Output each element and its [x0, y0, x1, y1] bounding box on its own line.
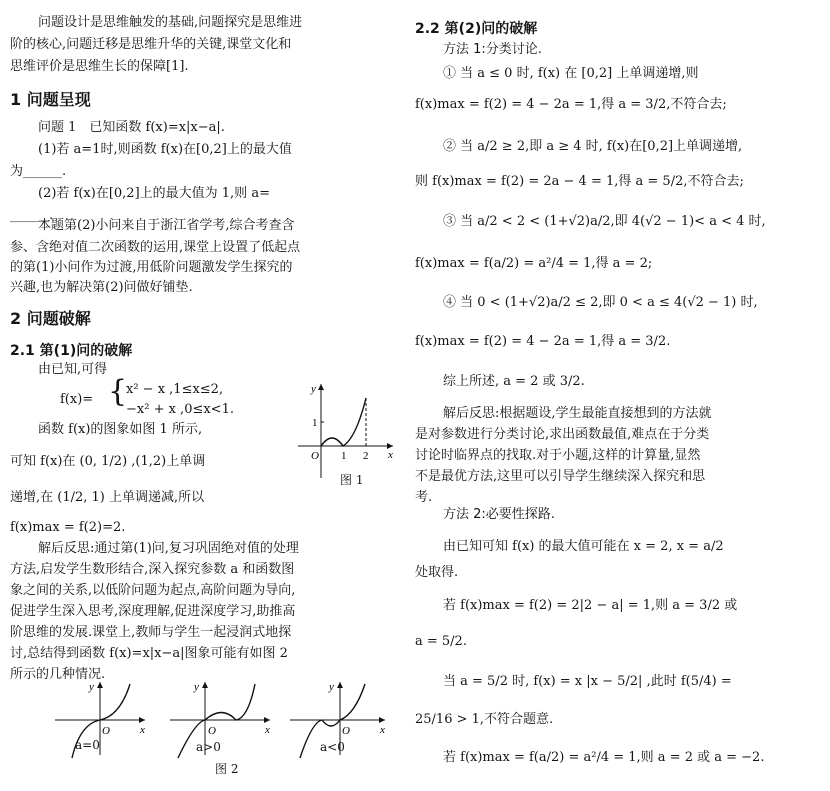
m1-case-3: ③ 当 a/2 < 2 < (1+√2)a/2,即 4(√2 − 1)< a < 4 时,: [443, 214, 766, 229]
fig1-y-arrow: [318, 384, 324, 390]
m1-summary: 综上所述, a = 2 或 3/2.: [443, 374, 585, 389]
m2-line-1: 由已知可知 f(x) 的最大值可能在 x = 2, x = a/2: [443, 539, 724, 554]
reflection2-line-5: 考.: [415, 490, 433, 505]
fig1-x-label: x: [388, 449, 393, 461]
fig2-panel-a0: [55, 681, 145, 758]
method-1-title: 方法 1:分类讨论.: [443, 42, 542, 57]
svg-text:O: O: [102, 725, 110, 737]
m2-line-6: 25/16 > 1,不符合题意.: [415, 712, 554, 727]
fig1-curve: [321, 398, 366, 446]
m2-line-5: 当 a = 5/2 时, f(x) = x |x − 5/2| ,此时 f(5/4) =: [443, 674, 732, 689]
m1-case-1: ① 当 a ≤ 0 时, f(x) 在 [0,2] 上单调递增,则: [443, 66, 699, 81]
reflection-line-4: 促进学生深入思考,深度理解,促进深度学习,助推高: [10, 604, 296, 619]
problem-1-part-1-blank: 为______.: [10, 164, 67, 179]
m1-case-3-result: f(x)max = f(a/2) = a²/4 = 1,得 a = 2;: [415, 256, 653, 271]
m2-line-3: 若 f(x)max = f(2) = 2|2 − a| = 1,则 a = 3/2 或: [443, 598, 738, 613]
piecewise-case-1: x² − x ,1≤x≤2,: [126, 382, 224, 397]
fig1-origin: O: [311, 450, 319, 462]
section-2-2-title: 2.2 第(2)问的破解: [415, 21, 538, 37]
fig2-label-a-negative: a<0: [320, 740, 345, 754]
fig1-y-label: y: [311, 383, 316, 395]
problem-1-part-1: (1)若 a=1时,则函数 f(x)在[0,2]上的最大值: [38, 142, 292, 157]
method-2-title: 方法 2:必要性探路.: [443, 507, 555, 522]
figure-1: [298, 378, 398, 483]
fig1-tick-label-x2: 2: [363, 450, 369, 462]
m1-case-4-result: f(x)max = f(2) = 4 − 2a = 1,得 a = 3/2.: [415, 334, 671, 349]
reflection-line-2: 方法,启发学生数形结合,深入探究参数 a 和函数图: [10, 562, 295, 577]
piecewise-brace: {: [108, 374, 128, 409]
m1-case-2-result: 则 f(x)max = f(2) = 2a − 4 = 1,得 a = 5/2,不符合去;: [415, 174, 744, 189]
problem-1-part-2: (2)若 f(x)在[0,2]上的最大值为 1,则 a=: [38, 186, 270, 201]
reflection-line-7: 所示的几种情况.: [10, 667, 106, 682]
s21-line-decreasing: 递增,在 (1/2, 1) 上单调递减,所以: [10, 490, 205, 505]
figure-1-caption: 图 1: [340, 473, 364, 487]
reflection-line-5: 阶思维的发展.课堂上,教师与学生一起浸润式地探: [10, 625, 292, 640]
svg-text:x: x: [265, 724, 270, 736]
reflection-line-6: 讨,总结得到函数 f(x)=x|x−a|图象可能有如图 2: [10, 646, 288, 661]
problem-1-statement: 问题 1 已知函数 f(x)=x|x−a|.: [38, 120, 225, 135]
m1-case-2: ② 当 a/2 ≥ 2,即 a ≥ 4 时, f(x)在[0,2]上单调递增,: [443, 139, 743, 154]
section-2-title: 2 问题破解: [10, 309, 91, 328]
m1-case-4: ④ 当 0 < (1+√2)a/2 ≤ 2,即 0 < a ≤ 4(√2 − 1) 时,: [443, 295, 758, 310]
problem-note-line-3: 的第(1)小问作为过渡,用低阶问题激发学生探究的: [10, 260, 293, 275]
problem-note-line-1: 本题第(2)小问来自于浙江省学考,综合考查含: [38, 218, 295, 233]
m2-line-7: 若 f(x)max = f(a/2) = a²/4 = 1,则 a = 2 或 a = −2.: [443, 750, 765, 765]
svg-text:y: y: [329, 681, 334, 693]
reflection2-line-3: 讨论时临界点的找取.对于小题,这样的计算量,显然: [415, 448, 701, 463]
m1-case-1-result: f(x)max = f(2) = 4 − 2a = 1,得 a = 3/2,不符合去;: [415, 97, 727, 112]
section-2-1-title: 2.1 第(1)问的破解: [10, 343, 133, 359]
svg-text:x: x: [140, 724, 145, 736]
reflection2-line-2: 是对参数进行分类讨论,求出函数最值,难点在于分类: [415, 427, 710, 442]
m2-line-4: a = 5/2.: [415, 634, 467, 649]
s21-line-increasing: 可知 f(x)在 (0, 1/2) ,(1,2)上单调: [10, 454, 206, 469]
fig2-label-a0: a=0: [75, 738, 100, 752]
reflection2-line-1: 解后反思:根据题设,学生最能直接想到的方法就: [443, 406, 712, 421]
svg-text:O: O: [208, 725, 216, 737]
svg-text:x: x: [380, 724, 385, 736]
reflection-line-1: 解后反思:通过第(1)问,复习巩固绝对值的处理: [38, 541, 299, 556]
svg-text:y: y: [89, 681, 94, 693]
intro-line-2: 阶的核心,问题迁移是思维升华的关键,课堂文化和: [10, 37, 292, 52]
svg-text:O: O: [342, 725, 350, 737]
section-1-title: 1 问题呈现: [10, 90, 91, 109]
piecewise-case-2: −x² + x ,0≤x<1.: [126, 402, 234, 417]
reflection-line-3: 象之间的关系,以低阶问题为起点,高阶问题为导向,: [10, 583, 296, 598]
problem-note-line-4: 兴趣,也为解决第(2)问做好铺垫.: [10, 280, 193, 295]
piecewise-lhs: f(x)=: [60, 392, 94, 407]
fig1-tick-label-x1: 1: [341, 450, 347, 462]
s21-line-1: 由已知,可得: [38, 362, 108, 377]
m2-line-2: 处取得.: [415, 565, 459, 580]
figure-2-caption: 图 2: [215, 762, 239, 776]
fig1-tick-label-y1: 1: [312, 417, 318, 429]
reflection2-line-4: 不是最优方法,这里可以引导学生继续深入探究和思: [415, 469, 706, 484]
problem-1-part-2-blank: ______.: [10, 208, 54, 223]
problem-note-line-2: 参、含绝对值二次函数的运用,课堂上设置了低起点: [10, 240, 301, 255]
s21-line-max: f(x)max = f(2)=2.: [10, 520, 126, 535]
intro-line-3: 思维评价是思维生长的保障[1].: [10, 59, 189, 74]
svg-text:y: y: [194, 681, 199, 693]
intro-line-1: 问题设计是思维触发的基础,问题探究是思维进: [38, 15, 303, 30]
s21-line-figure-ref: 函数 f(x)的图象如图 1 所示,: [38, 422, 203, 437]
fig2-label-a-positive: a>0: [196, 740, 221, 754]
